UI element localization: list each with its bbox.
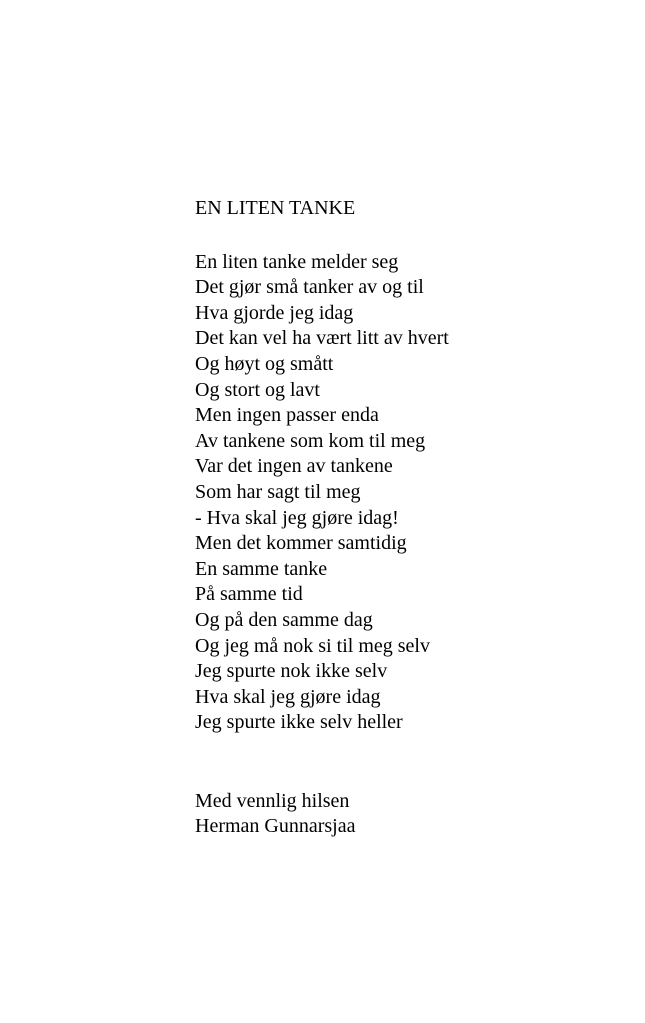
poem-line: Det kan vel ha vært litt av hvert xyxy=(195,327,449,350)
poem-content xyxy=(195,196,625,840)
poem-line: - Hva skal jeg gjøre idag! xyxy=(195,506,399,529)
closing-signature xyxy=(195,789,625,840)
poem-line: Og på den samme dag xyxy=(195,608,373,631)
poem-line: En samme tanke xyxy=(195,557,328,580)
poem-line: Var det ingen av tankene xyxy=(195,455,393,478)
poem-line: Av tankene som kom til meg xyxy=(195,429,426,452)
poem-line: Men det kommer samtidig xyxy=(195,532,407,555)
poem-title: EN LITEN TANKE xyxy=(195,197,356,219)
poem-line: Hva gjorde jeg idag xyxy=(195,301,354,324)
poem-line: Men ingen passer enda xyxy=(195,404,379,427)
poem-line: Jeg spurte nok ikke selv xyxy=(195,660,388,683)
poem-line: Jeg spurte ikke selv heller xyxy=(195,711,403,734)
poem-line: Hva skal jeg gjøre idag xyxy=(195,685,381,708)
poem-line: Det gjør små tanker av og til xyxy=(195,276,424,299)
poem-body xyxy=(195,250,625,736)
poem-line: Som har sagt til meg xyxy=(195,480,361,503)
closing-greeting: Med vennlig hilsen xyxy=(195,789,350,812)
poem-line: Og stort og lavt xyxy=(195,378,320,401)
author-name: Herman Gunnarsjaa xyxy=(195,815,356,838)
poem-line: Og høyt og smått xyxy=(195,352,334,375)
poem-line: Og jeg må nok si til meg selv xyxy=(195,634,430,657)
poem-line: På samme tid xyxy=(195,583,303,606)
poem-line: En liten tanke melder seg xyxy=(195,250,399,273)
